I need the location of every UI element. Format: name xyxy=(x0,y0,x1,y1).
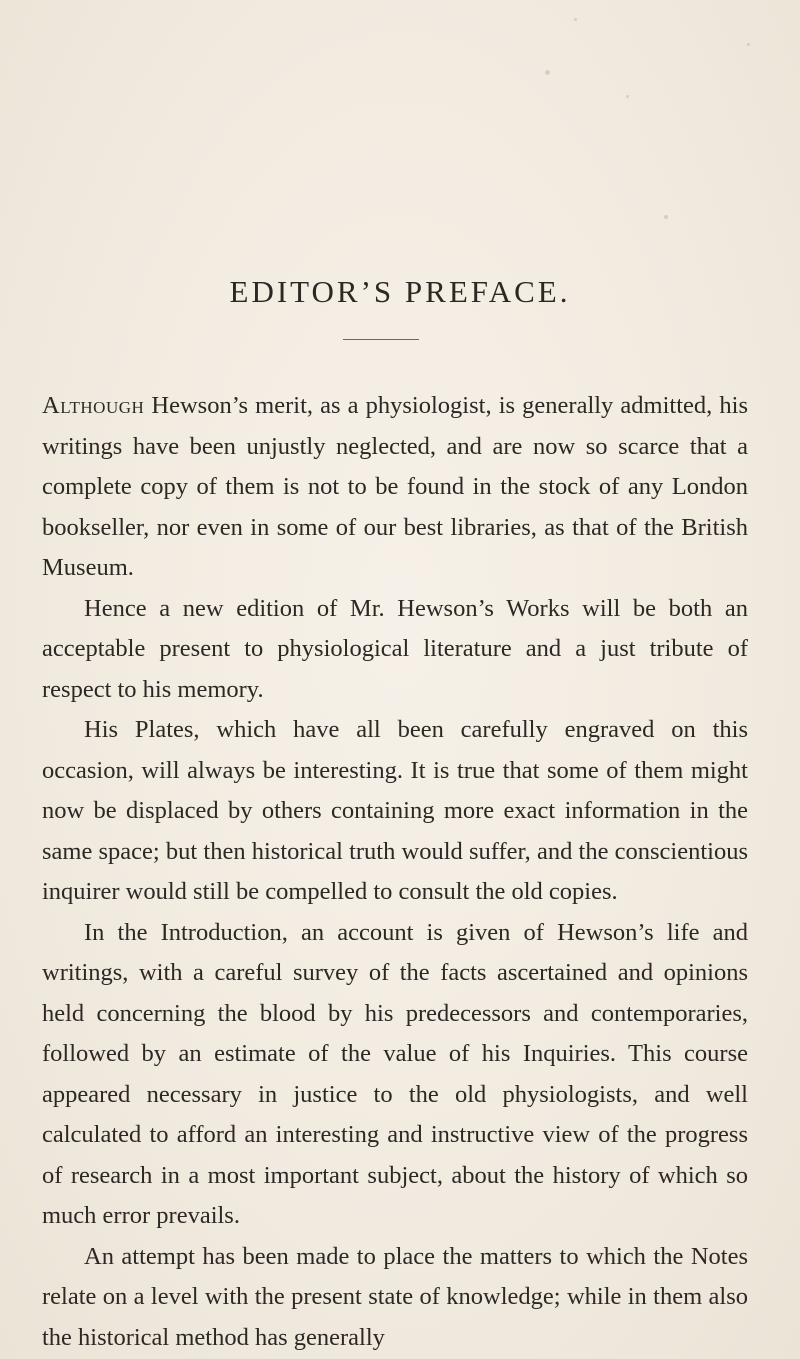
paragraph-2: Hence a new edition of Mr. Hewson’s Works will be both an acceptable present to physiological literature and a just tribute of respect to his memory. xyxy=(42,594,748,703)
paragraph-3: His Plates, which have all been carefully engraved on this occasion, will always be interesting. It is true that some of them might now be displaced by others containing more exact information in the same space; but then historical truth would suffer, and the conscientious inquirer would still be compelled to consult the old copies. xyxy=(42,716,748,905)
paragraph-5: An attempt has been made to place the matters to which the Notes relate on a level with the present state of knowledge; while in them also the historical method has generally xyxy=(42,1242,748,1351)
paragraph-1-text: Hewson’s merit, as a physiologist, is generally admitted, his writings have been unjustly neglected, and are now so scarce that a complete copy of them is not to be found in the stock of any London bookseller, nor even in some of our best libraries, as that of the British Museum. xyxy=(42,392,748,581)
paper-speck xyxy=(574,18,577,21)
paragraph-1-lead-word: Although xyxy=(42,392,145,419)
paragraph-1 xyxy=(42,386,748,589)
preface-text xyxy=(42,386,748,1358)
paper-speck xyxy=(545,70,550,75)
paper-speck xyxy=(664,215,668,219)
title-divider xyxy=(343,339,419,340)
paragraph-4: In the Introduction, an account is given of Hewson’s life and writings, with a careful survey of the facts ascertained and opinions held concerning the blood by his predecessors and contemporaries, followed by an estimate of the value of his Inquiries. This course appeared necessary in justice to the old physiologists, and well calculated to afford an interesting and instructive view of the progress of research in a most important subject, about the history of which so much error prevails. xyxy=(42,918,748,1229)
page-title: EDITOR’S PREFACE. xyxy=(229,274,571,309)
paper-speck xyxy=(626,95,629,98)
paper-speck xyxy=(747,43,750,46)
